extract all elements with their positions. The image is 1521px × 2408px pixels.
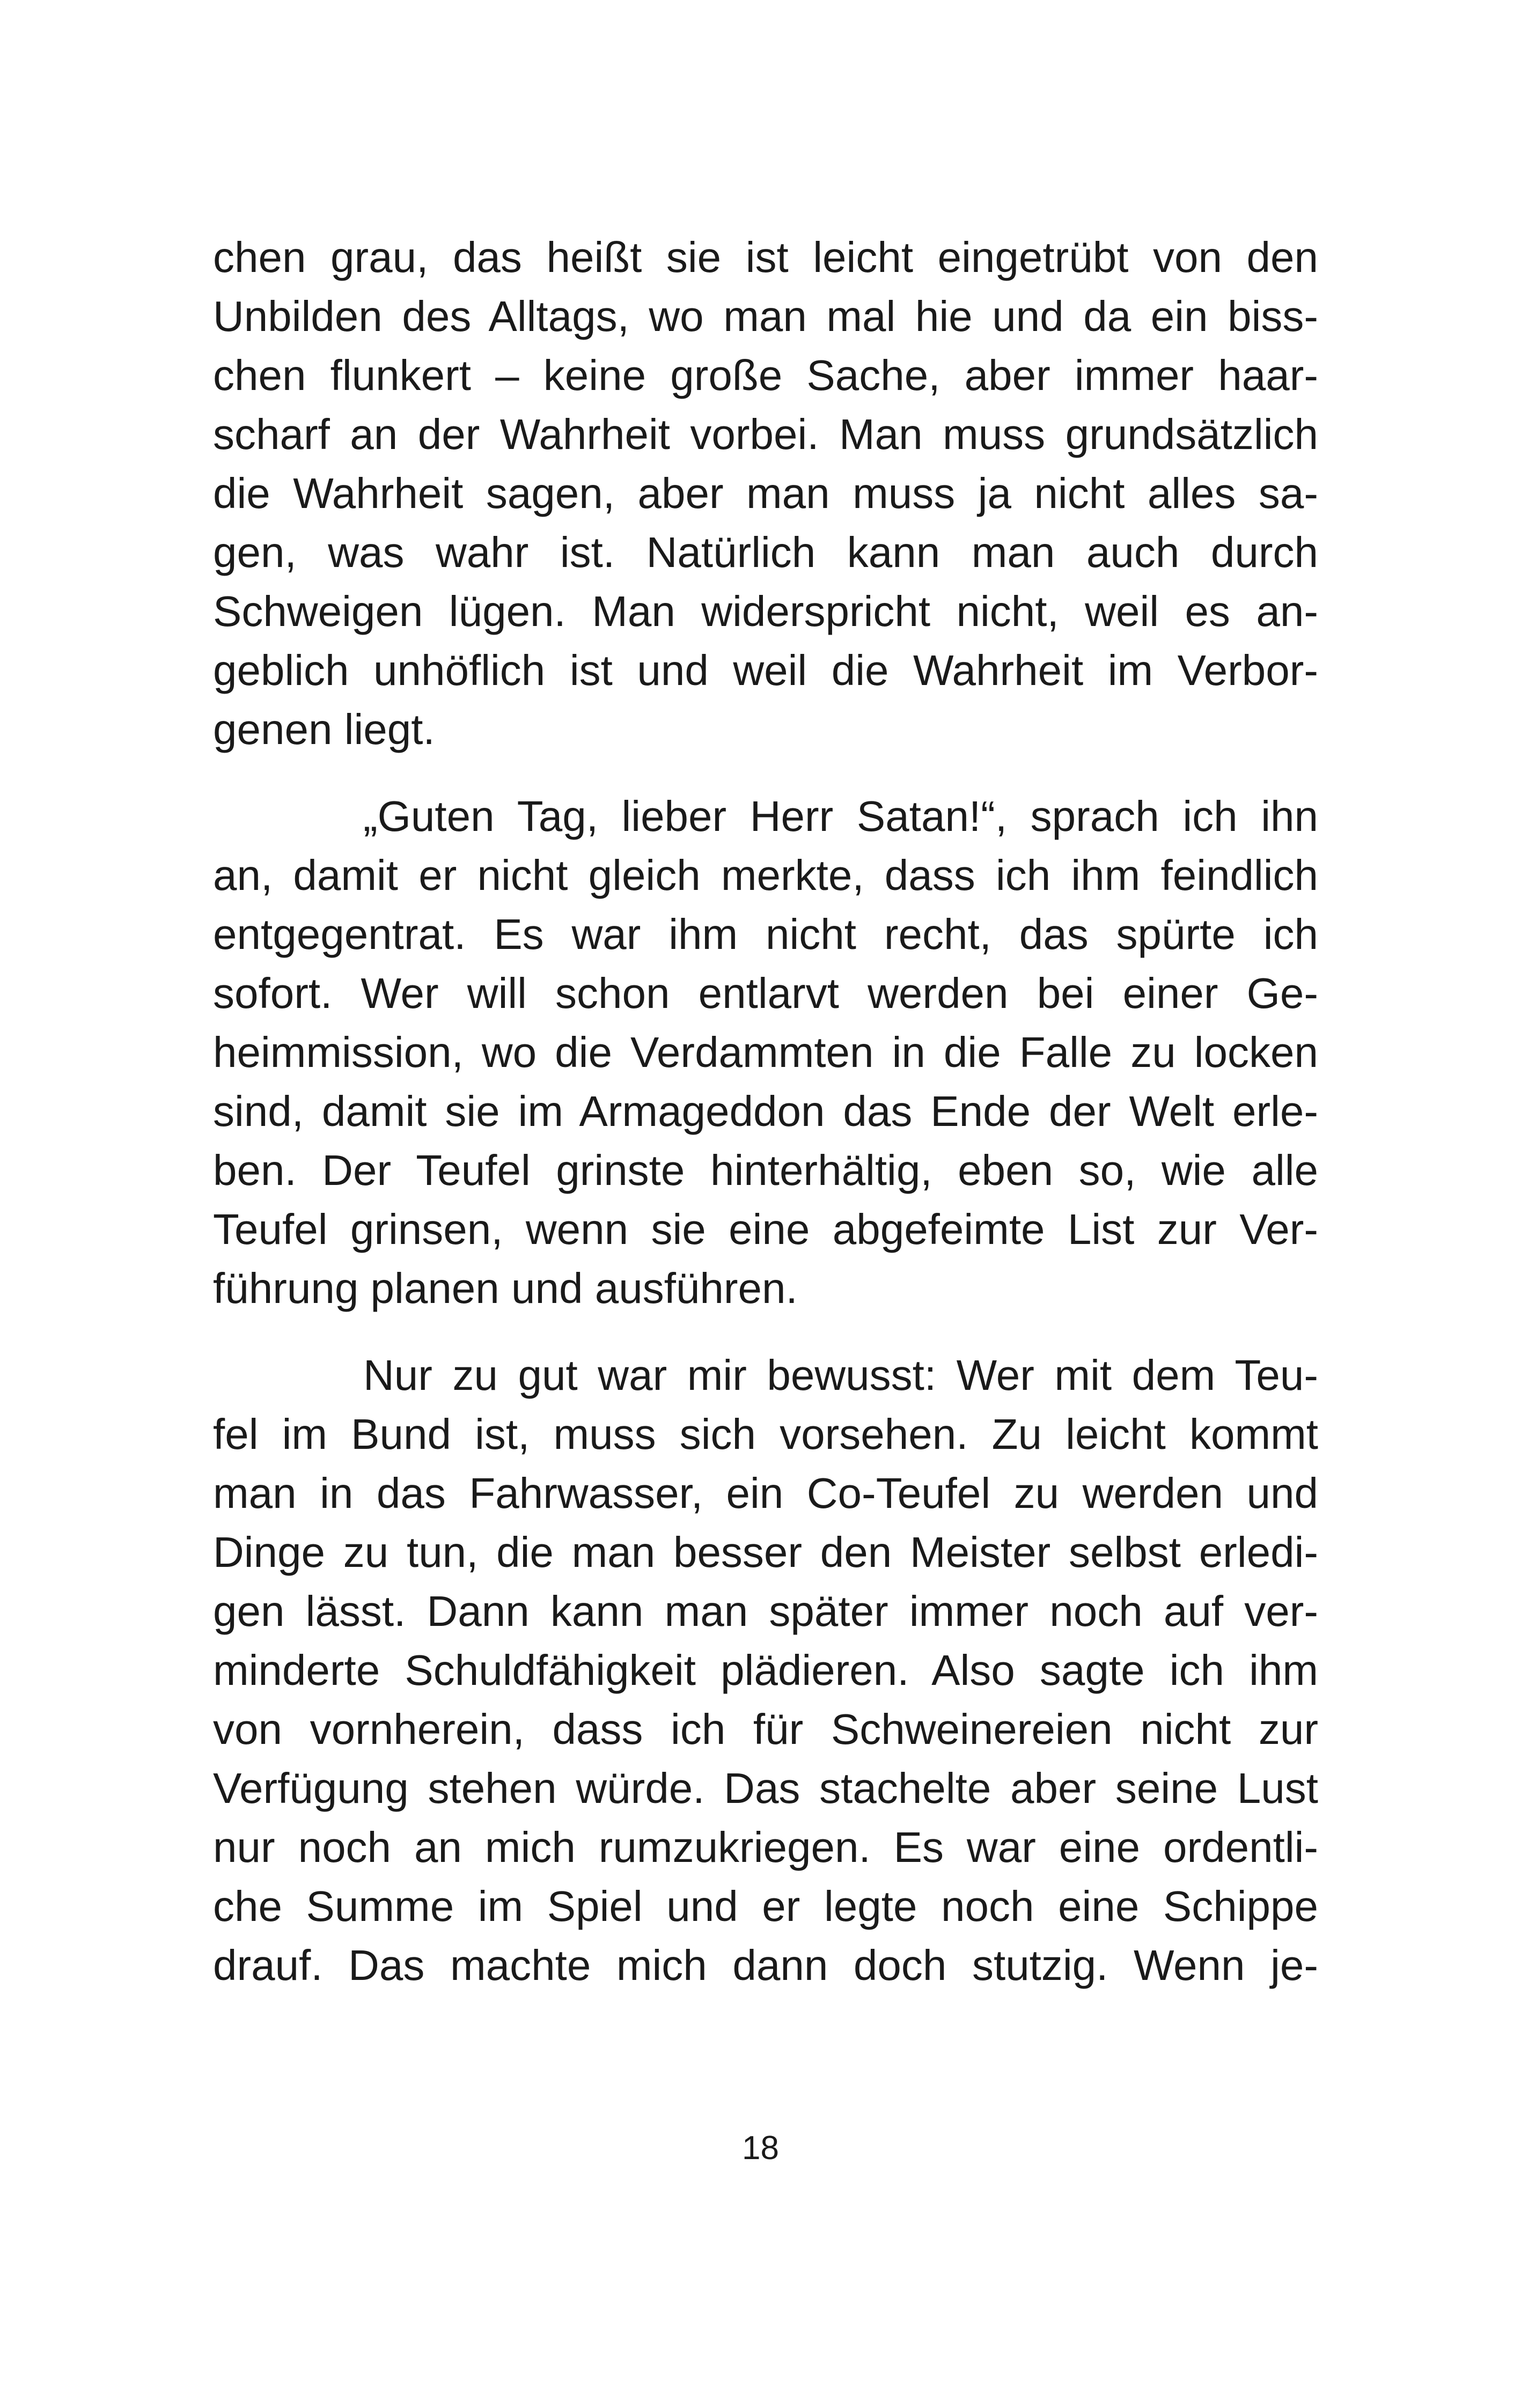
paragraph <box>213 228 1318 759</box>
text-line: gen, was wahr ist. Natürlich kann man auch durch <box>213 528 1318 576</box>
text-line: scharf an der Wahrheit vorbei. Man muss grundsätzlich <box>213 410 1318 458</box>
text-line: die Wahrheit sagen, aber man muss ja nicht alles sa- <box>213 469 1318 517</box>
text-line: Dinge zu tun, die man besser den Meister selbst erledi- <box>213 1528 1318 1576</box>
text-line: sind, damit sie im Armageddon das Ende der Welt erle- <box>213 1087 1318 1135</box>
text-line: Teufel grinsen, wenn sie eine abgefeimte List zur Ver- <box>213 1205 1318 1253</box>
text-line: Schweigen lügen. Man widerspricht nicht, weil es an- <box>213 587 1318 635</box>
text-line: drauf. Das machte mich dann doch stutzig. Wenn je- <box>213 1941 1318 1989</box>
body-text <box>213 228 1318 1995</box>
paragraph-spacer <box>213 1318 1318 1346</box>
paragraph-spacer <box>213 759 1318 787</box>
text-line: führung planen und ausführen. <box>213 1264 798 1312</box>
paragraph <box>213 787 1318 1318</box>
text-line: von vornherein, dass ich für Schweinereien nicht zur <box>213 1705 1318 1753</box>
text-line: chen flunkert – keine große Sache, aber immer haar- <box>213 351 1318 399</box>
text-line: ben. Der Teufel grinste hinterhältig, eben so, wie alle <box>213 1146 1318 1194</box>
text-line: Verfügung stehen würde. Das stachelte aber seine Lust <box>213 1764 1318 1812</box>
text-line: Nur zu gut war mir bewusst: Wer mit dem Teu- <box>363 1351 1318 1399</box>
text-line: chen grau, das heißt sie ist leicht eingetrübt von den <box>213 233 1318 281</box>
text-line: an, damit er nicht gleich merkte, dass ich ihm feindlich <box>213 851 1318 899</box>
page-number: 18 <box>742 2130 779 2167</box>
paragraph <box>213 1346 1318 1995</box>
text-line: fel im Bund ist, muss sich vorsehen. Zu leicht kommt <box>213 1410 1318 1458</box>
text-line: minderte Schuldfähigkeit plädieren. Also sagte ich ihm <box>213 1646 1318 1694</box>
text-line: nur noch an mich rumzukriegen. Es war eine ordentli- <box>213 1823 1318 1871</box>
text-line: geblich unhöflich ist und weil die Wahrheit im Verbor- <box>213 646 1318 694</box>
text-line: man in das Fahrwasser, ein Co-Teufel zu werden und <box>213 1469 1318 1517</box>
text-line: Unbilden des Alltags, wo man mal hie und da ein biss- <box>213 292 1318 340</box>
text-line: „Guten Tag, lieber Herr Satan!“, sprach ich ihn <box>363 792 1318 840</box>
text-line: heimmission, wo die Verdammten in die Falle zu locken <box>213 1028 1318 1076</box>
text-line: entgegentrat. Es war ihm nicht recht, das spürte ich <box>213 910 1318 958</box>
text-line: gen lässt. Dann kann man später immer noch auf ver- <box>213 1587 1318 1635</box>
text-line: genen liegt. <box>213 705 435 753</box>
text-line: sofort. Wer will schon entlarvt werden bei einer Ge- <box>213 969 1318 1017</box>
text-line: che Summe im Spiel und er legte noch eine Schippe <box>213 1882 1318 1930</box>
